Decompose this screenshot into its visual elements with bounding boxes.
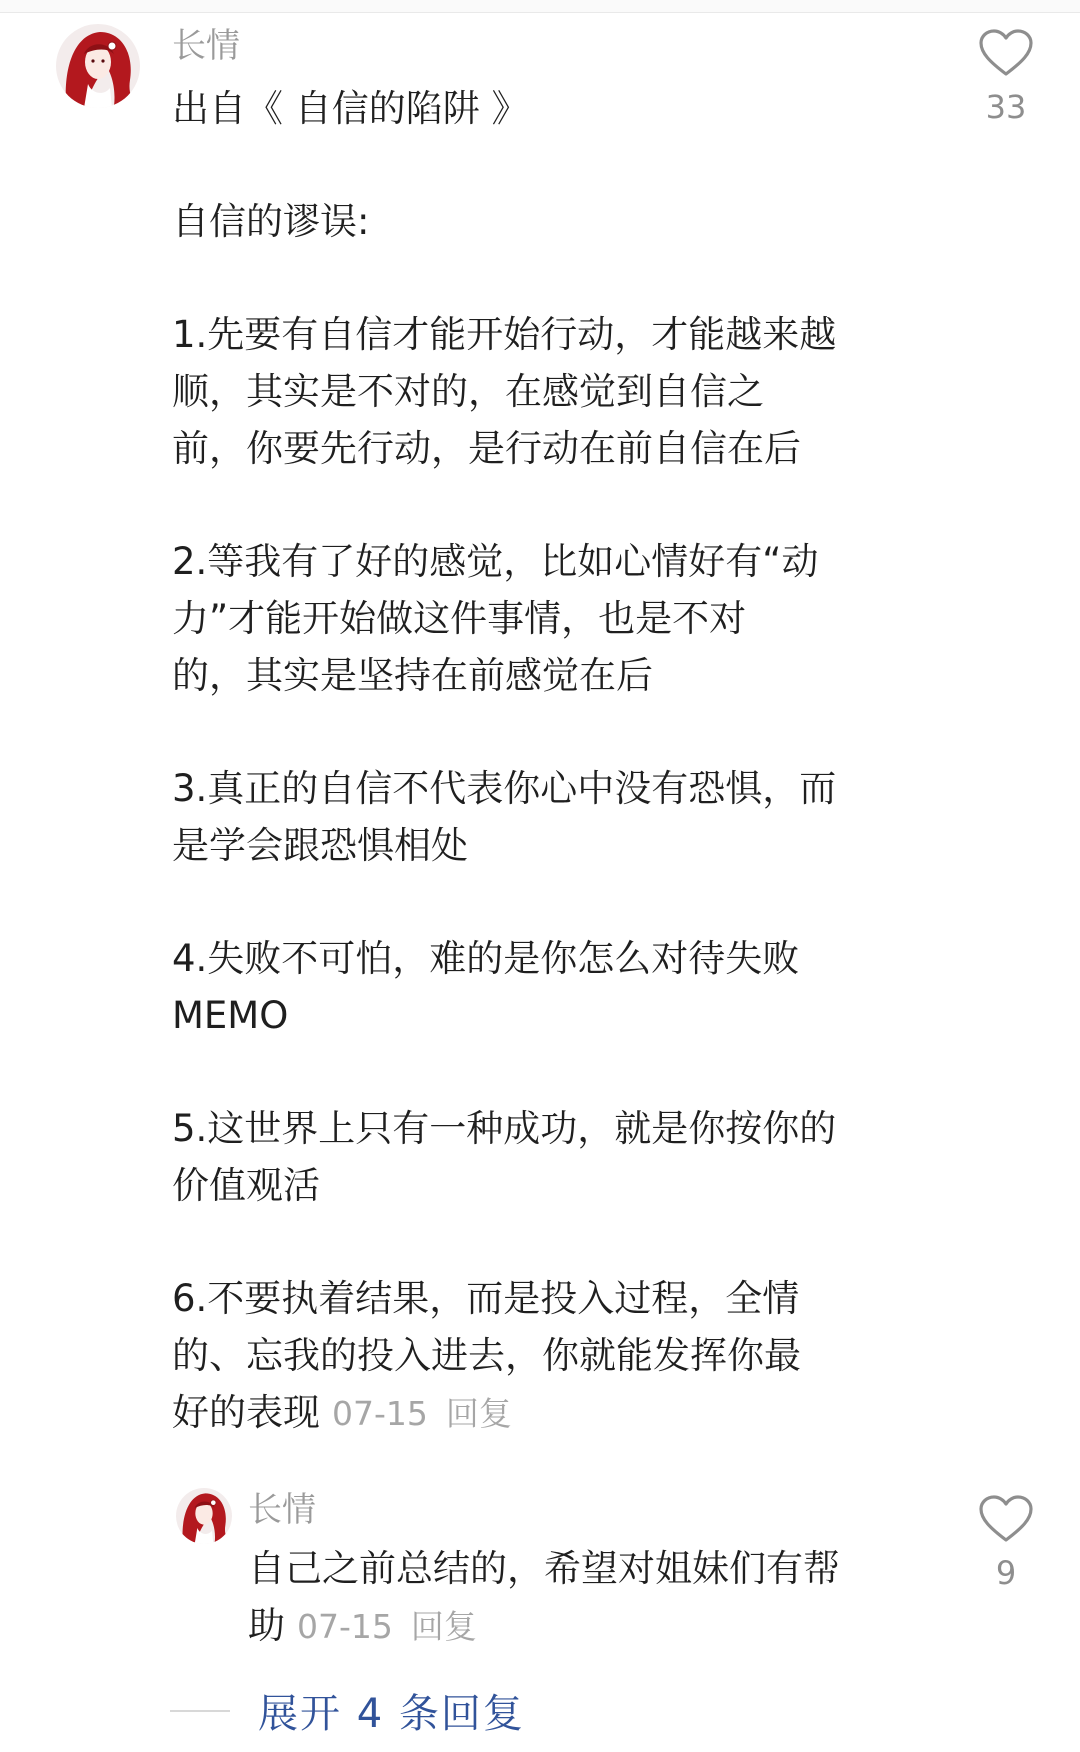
avatar[interactable] (56, 24, 140, 108)
username[interactable]: 长情 (248, 1490, 316, 1530)
text-line: 助 (248, 1604, 285, 1647)
paragraph (172, 533, 836, 704)
reply-body (248, 1540, 840, 1655)
paragraph (172, 80, 836, 137)
text-line: 价值观活 (172, 1164, 320, 1207)
text-line: 6.不要执着结果，而是投入过程，全情 (172, 1277, 800, 1320)
text-line: 好的表现 (172, 1391, 320, 1434)
divider-line (170, 1710, 230, 1712)
like-count: 9 (995, 1554, 1017, 1592)
paragraph (172, 306, 836, 477)
username[interactable]: 长情 (172, 26, 240, 66)
text-line: 4.失败不可怕，难的是你怎么对待失败 (172, 937, 800, 980)
text-line: 的，其实是坚持在前感觉在后 (172, 654, 653, 697)
text-line: 自己之前总结的，希望对姐妹们有帮 (248, 1547, 840, 1590)
like-button[interactable] (966, 1494, 1046, 1592)
avatar-image (176, 1488, 232, 1544)
heart-outline-icon (978, 28, 1034, 78)
expand-replies-button[interactable] (170, 1682, 525, 1739)
reply-button[interactable]: 回复 (445, 1394, 512, 1433)
text-line: 自信的谬误: (172, 200, 370, 243)
reply-button[interactable]: 回复 (410, 1607, 477, 1646)
text-line: 前，你要先行动，是行动在前自信在后 (172, 427, 801, 470)
last-line-with-meta (172, 1384, 836, 1442)
paragraph (172, 1100, 836, 1214)
comment-date: 07-15 (297, 1607, 393, 1646)
text-line: 的、忘我的投入进去，你就能发挥你最 (172, 1334, 801, 1377)
text-line: 5.这世界上只有一种成功，就是你按你的 (172, 1107, 837, 1150)
comment-body (172, 80, 836, 1442)
comment-date: 07-15 (332, 1394, 428, 1433)
expand-replies-label[interactable]: 展开 4 条回复 (258, 1691, 525, 1737)
paragraph (172, 1270, 836, 1442)
avatar[interactable] (176, 1488, 232, 1544)
heart-outline-icon (978, 1494, 1034, 1544)
text-line: 力”才能开始做这件事情，也是不对 (172, 597, 747, 640)
text-line: MEMO (172, 994, 289, 1037)
avatar-image (56, 24, 140, 108)
text-line: 1.先要有自信才能开始行动，才能越来越 (172, 313, 837, 356)
paragraph (172, 760, 836, 874)
like-button[interactable] (966, 28, 1046, 126)
paragraph (172, 193, 836, 250)
text-line: 是学会跟恐惧相处 (172, 824, 468, 867)
text-line: 出自《 自信的陷阱 》 (172, 87, 529, 130)
top-divider (0, 0, 1080, 13)
paragraph (172, 930, 836, 1044)
text-line: 顺，其实是不对的，在感觉到自信之 (172, 370, 764, 413)
text-line: 2.等我有了好的感觉，比如心情好有“动 (172, 540, 819, 583)
last-line-with-meta (248, 1597, 840, 1655)
like-count: 33 (985, 88, 1027, 126)
text-line: 3.真正的自信不代表你心中没有恐惧，而 (172, 767, 837, 810)
